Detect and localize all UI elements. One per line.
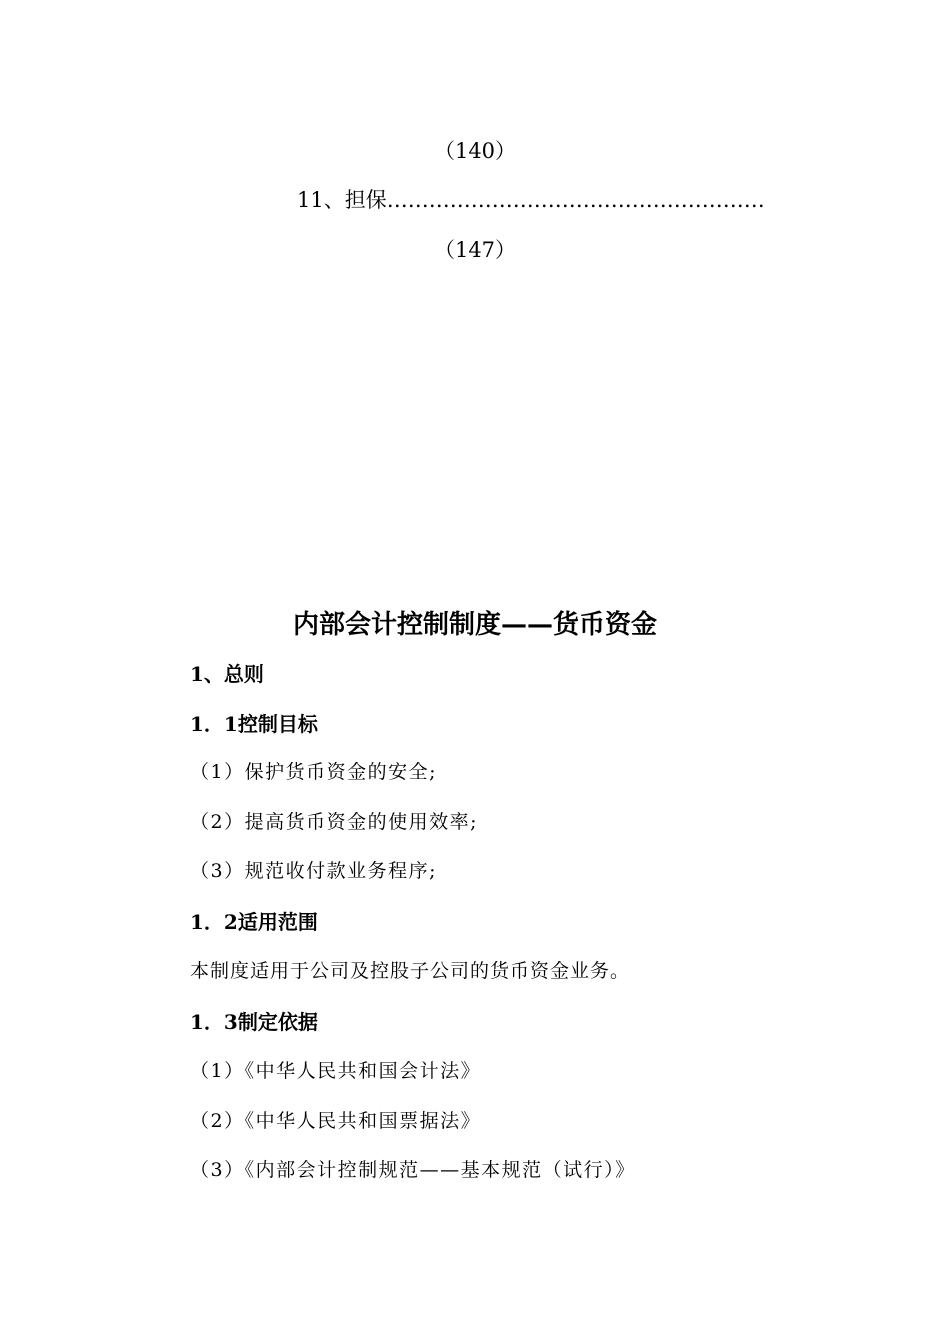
document-title: 内部会计控制制度——货币资金 — [292, 610, 657, 640]
basis-item-3: （3）《内部会计控制规范——基本规范（试行）》 — [190, 1159, 636, 1181]
toc-item-guarantee[interactable]: 11、担保……………………………………………… — [297, 188, 765, 212]
goal-item-3: （3）规范收付款业务程序; — [190, 860, 437, 882]
goal-item-2: （2）提高货币资金的使用效率; — [190, 811, 478, 833]
section-heading-scope: 1．2适用范围 — [190, 910, 318, 934]
basis-item-1: （1）《中华人民共和国会计法》 — [190, 1060, 482, 1082]
scope-paragraph: 本制度适用于公司及控股子公司的货币资金业务。 — [190, 960, 631, 982]
toc-page-number-prev: （140） — [433, 139, 517, 163]
section-heading-general: 1、总则 — [190, 662, 264, 686]
basis-item-2: （2）《中华人民共和国票据法》 — [190, 1110, 482, 1132]
section-heading-control-objectives: 1．1控制目标 — [190, 712, 318, 736]
section-heading-basis: 1．3制定依据 — [190, 1010, 318, 1034]
toc-page-number-guarantee: （147） — [433, 238, 517, 262]
goal-item-1: （1）保护货币资金的安全; — [190, 761, 437, 783]
